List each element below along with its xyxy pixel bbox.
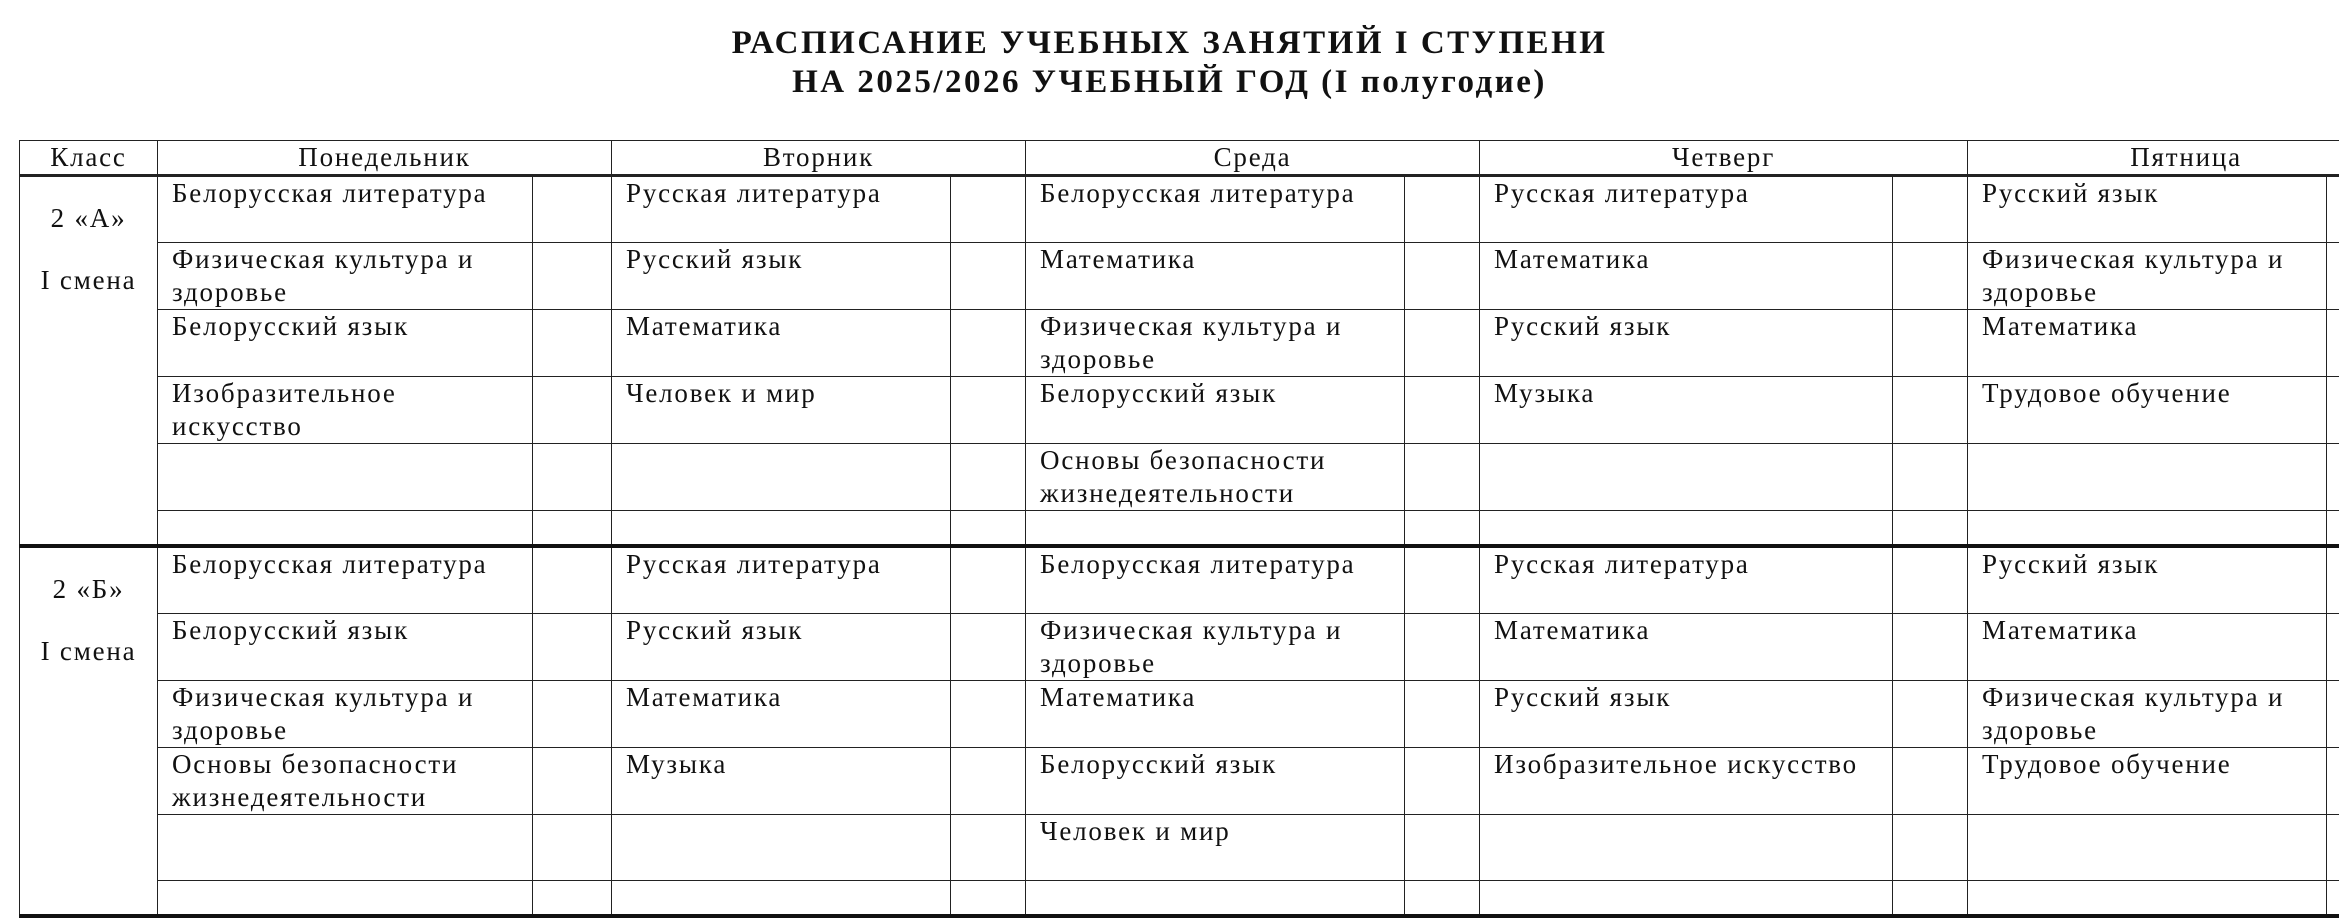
class-name: 2 «Б»: [20, 574, 157, 605]
room-cell-thursday: [1893, 815, 1968, 881]
room-cell-tuesday: [951, 881, 1026, 917]
subject-cell-friday: [1968, 511, 2327, 547]
room-cell-monday: [533, 881, 612, 917]
day-header-friday: Пятница: [1968, 141, 2339, 176]
room-cell-monday: [533, 614, 612, 681]
class-shift: I смена: [20, 265, 157, 296]
room-cell-thursday: [1893, 176, 1968, 243]
subject-cell-thursday: [1480, 511, 1893, 547]
room-cell-friday: [2327, 681, 2339, 748]
subject-cell-thursday: [1480, 444, 1893, 511]
room-cell-wednesday: [1405, 243, 1480, 310]
room-cell-wednesday: [1405, 614, 1480, 681]
schedule-row: [20, 881, 2339, 917]
subject-cell-tuesday: Математика: [612, 681, 951, 748]
schedule-row: [20, 681, 2339, 748]
room-cell-thursday: [1893, 546, 1968, 614]
subject-cell-friday: Трудовое обучение: [1968, 377, 2327, 444]
room-cell-friday: [2327, 881, 2339, 917]
subject-cell-monday: Белорусский язык: [158, 310, 533, 377]
subject-cell-friday: Русский язык: [1968, 176, 2327, 243]
room-cell-thursday: [1893, 748, 1968, 815]
schedule-row: [20, 546, 2339, 614]
subject-cell-tuesday: [612, 511, 951, 547]
room-cell-wednesday: [1405, 681, 1480, 748]
subject-cell-tuesday: Русский язык: [612, 614, 951, 681]
subject-cell-friday: [1968, 444, 2327, 511]
room-cell-monday: [533, 546, 612, 614]
schedule-row: [20, 511, 2339, 547]
subject-cell-tuesday: [612, 881, 951, 917]
room-cell-monday: [533, 511, 612, 547]
page-title: РАСПИСАНИЕ УЧЕБНЫХ ЗАНЯТИЙ I СТУПЕНИ: [0, 27, 2339, 60]
room-cell-wednesday: [1405, 377, 1480, 444]
subject-cell-friday: [1968, 881, 2327, 917]
subject-cell-wednesday: Белорусская литература: [1026, 176, 1405, 243]
day-header-thursday: Четверг: [1480, 141, 1968, 176]
subject-cell-thursday: Математика: [1480, 614, 1893, 681]
room-cell-wednesday: [1405, 444, 1480, 511]
subject-cell-wednesday: [1026, 881, 1405, 917]
room-cell-friday: [2327, 511, 2339, 547]
subject-cell-wednesday: Математика: [1026, 681, 1405, 748]
room-cell-wednesday: [1405, 511, 1480, 547]
subject-cell-wednesday: Белорусский язык: [1026, 377, 1405, 444]
subject-cell-thursday: Музыка: [1480, 377, 1893, 444]
subject-cell-wednesday: Белорусский язык: [1026, 748, 1405, 815]
room-cell-thursday: [1893, 511, 1968, 547]
schedule-row: [20, 377, 2339, 444]
subject-cell-friday: Физическая культура и здоровье: [1968, 681, 2327, 748]
room-cell-wednesday: [1405, 310, 1480, 377]
schedule-row: [20, 614, 2339, 681]
room-cell-monday: [533, 310, 612, 377]
room-cell-thursday: [1893, 310, 1968, 377]
subject-cell-wednesday: [1026, 511, 1405, 547]
day-header-monday: Понедельник: [158, 141, 612, 176]
room-cell-monday: [533, 748, 612, 815]
page-subtitle: НА 2025/2026 УЧЕБНЫЙ ГОД (I полугодие): [0, 66, 2339, 99]
room-cell-wednesday: [1405, 748, 1480, 815]
subject-cell-tuesday: Математика: [612, 310, 951, 377]
room-cell-tuesday: [951, 176, 1026, 243]
day-header-tuesday: Вторник: [612, 141, 1026, 176]
subject-cell-monday: Физическая культура и здоровье: [158, 243, 533, 310]
room-cell-friday: [2327, 310, 2339, 377]
room-cell-tuesday: [951, 815, 1026, 881]
subject-cell-friday: Математика: [1968, 614, 2327, 681]
room-cell-thursday: [1893, 444, 1968, 511]
room-cell-tuesday: [951, 310, 1026, 377]
subject-cell-thursday: Изобразительное искусство: [1480, 748, 1893, 815]
schedule-row: [20, 444, 2339, 511]
subject-cell-wednesday: Физическая культура и здоровье: [1026, 614, 1405, 681]
room-cell-tuesday: [951, 614, 1026, 681]
room-cell-friday: [2327, 377, 2339, 444]
subject-cell-tuesday: Русская литература: [612, 546, 951, 614]
room-cell-wednesday: [1405, 546, 1480, 614]
subject-cell-monday: Основы безопасности жизнедеятельности: [158, 748, 533, 815]
subject-cell-friday: Трудовое обучение: [1968, 748, 2327, 815]
room-cell-friday: [2327, 176, 2339, 243]
room-cell-monday: [533, 815, 612, 881]
class-header: Класс: [20, 141, 158, 176]
room-cell-tuesday: [951, 444, 1026, 511]
room-cell-monday: [533, 444, 612, 511]
room-cell-friday: [2327, 546, 2339, 614]
room-cell-wednesday: [1405, 881, 1480, 917]
class-name: 2 «А»: [20, 203, 157, 234]
room-cell-friday: [2327, 815, 2339, 881]
room-cell-wednesday: [1405, 176, 1480, 243]
subject-cell-thursday: Русский язык: [1480, 310, 1893, 377]
room-cell-tuesday: [951, 377, 1026, 444]
subject-cell-friday: [1968, 815, 2327, 881]
subject-cell-thursday: Русский язык: [1480, 681, 1893, 748]
schedule-row: [20, 310, 2339, 377]
subject-cell-friday: Физическая культура и здоровье: [1968, 243, 2327, 310]
room-cell-thursday: [1893, 881, 1968, 917]
subject-cell-monday: Физическая культура и здоровье: [158, 681, 533, 748]
subject-cell-monday: Белорусская литература: [158, 546, 533, 614]
room-cell-tuesday: [951, 748, 1026, 815]
class-cell: [20, 546, 158, 916]
room-cell-friday: [2327, 444, 2339, 511]
subject-cell-thursday: [1480, 881, 1893, 917]
subject-cell-monday: Белорусская литература: [158, 176, 533, 243]
header-row: [20, 141, 2339, 176]
subject-cell-tuesday: [612, 444, 951, 511]
subject-cell-monday: [158, 511, 533, 547]
room-cell-monday: [533, 176, 612, 243]
subject-cell-monday: [158, 815, 533, 881]
subject-cell-tuesday: Русская литература: [612, 176, 951, 243]
room-cell-thursday: [1893, 377, 1968, 444]
subject-cell-monday: [158, 881, 533, 917]
room-cell-monday: [533, 377, 612, 444]
subject-cell-tuesday: [612, 815, 951, 881]
subject-cell-tuesday: Музыка: [612, 748, 951, 815]
class-cell: [20, 176, 158, 547]
schedule-row: [20, 815, 2339, 881]
room-cell-monday: [533, 243, 612, 310]
subject-cell-wednesday: Математика: [1026, 243, 1405, 310]
day-header-wednesday: Среда: [1026, 141, 1480, 176]
class-shift: I смена: [20, 636, 157, 667]
subject-cell-thursday: Математика: [1480, 243, 1893, 310]
schedule-table: [19, 140, 2339, 918]
room-cell-wednesday: [1405, 815, 1480, 881]
subject-cell-thursday: Русская литература: [1480, 546, 1893, 614]
schedule-row: [20, 243, 2339, 310]
room-cell-thursday: [1893, 614, 1968, 681]
room-cell-tuesday: [951, 243, 1026, 310]
subject-cell-wednesday: Основы безопасности жизнедеятельности: [1026, 444, 1405, 511]
subject-cell-wednesday: Белорусская литература: [1026, 546, 1405, 614]
schedule-row: [20, 748, 2339, 815]
subject-cell-monday: Белорусский язык: [158, 614, 533, 681]
subject-cell-tuesday: Русский язык: [612, 243, 951, 310]
subject-cell-thursday: Русская литература: [1480, 176, 1893, 243]
subject-cell-tuesday: Человек и мир: [612, 377, 951, 444]
subject-cell-wednesday: Физическая культура и здоровье: [1026, 310, 1405, 377]
subject-cell-friday: Русский язык: [1968, 546, 2327, 614]
room-cell-tuesday: [951, 546, 1026, 614]
subject-cell-monday: Изобразительное искусство: [158, 377, 533, 444]
room-cell-tuesday: [951, 681, 1026, 748]
subject-cell-friday: Математика: [1968, 310, 2327, 377]
room-cell-friday: [2327, 748, 2339, 815]
subject-cell-thursday: [1480, 815, 1893, 881]
room-cell-thursday: [1893, 681, 1968, 748]
schedule-row: [20, 176, 2339, 243]
room-cell-tuesday: [951, 511, 1026, 547]
room-cell-thursday: [1893, 243, 1968, 310]
room-cell-monday: [533, 681, 612, 748]
room-cell-friday: [2327, 243, 2339, 310]
subject-cell-monday: [158, 444, 533, 511]
subject-cell-wednesday: Человек и мир: [1026, 815, 1405, 881]
room-cell-friday: [2327, 614, 2339, 681]
